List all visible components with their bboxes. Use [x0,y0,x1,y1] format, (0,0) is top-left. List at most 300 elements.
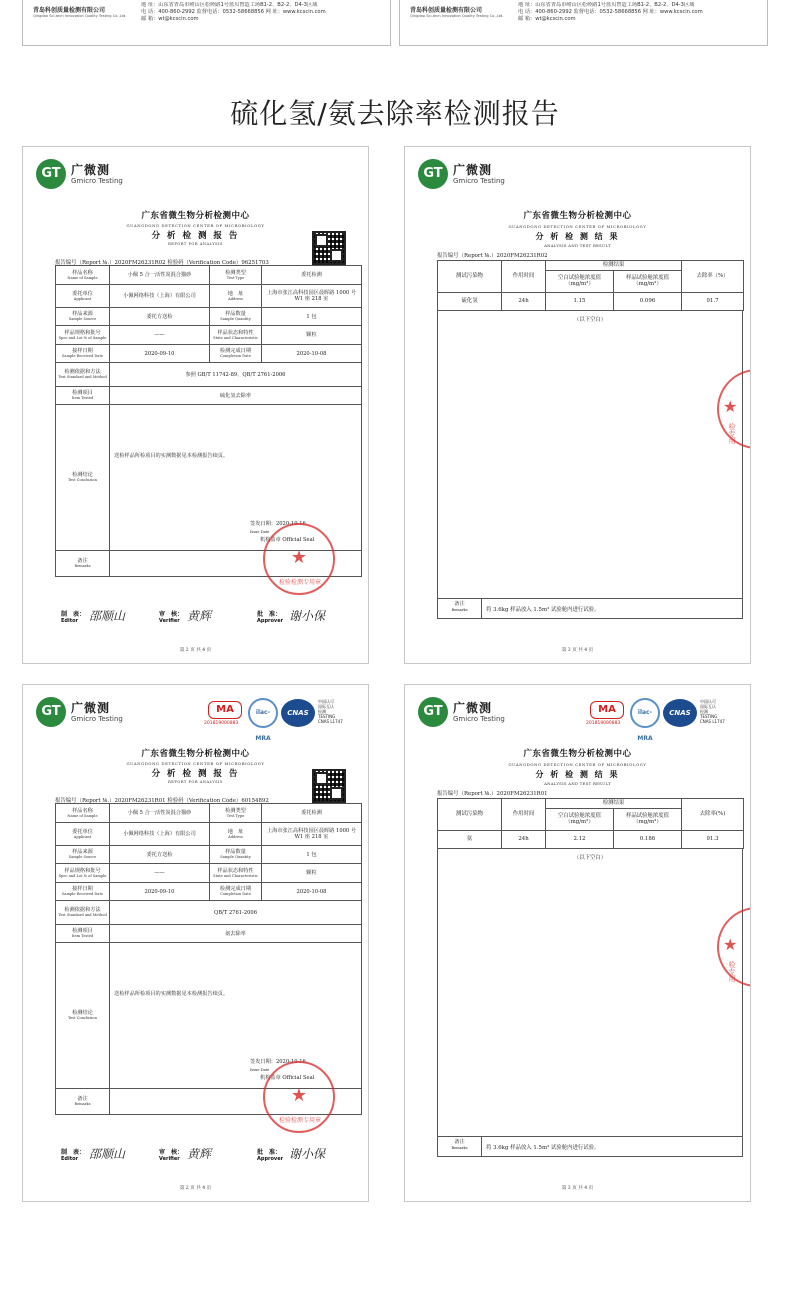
conclusion-cell [110,405,362,551]
field-label-text-en: Sample Source [68,855,97,860]
col-header-blank: 空白试验舱浓度值（mg/m³） [546,270,614,292]
field-label [210,266,262,285]
field-label-text-en: Remarks [74,564,91,569]
company-name: 青岛科创质量检测有限公司 [33,7,106,14]
analysis-report-page [22,146,369,664]
result-title: 分 析 检 测 结 果 [535,769,620,779]
logo-name: 广微测 [71,701,111,715]
seal-text: 检专用 [728,961,736,982]
field-value-text: 小佩 5 合一活性炭混合猫砂 [127,810,192,816]
gt-logo-icon: GT [36,697,66,727]
field-value-text: 颗粒 [306,870,317,876]
cell-sample-value: 0.186 [614,830,682,848]
field-value [262,846,362,864]
field-label-text-en: Name of Sample [67,813,98,818]
field-label [56,823,110,846]
field-label [56,308,110,326]
signature-row [55,607,361,631]
qr-code-icon [312,231,346,265]
field-label-text-en: Spec and Lot № of Sample [58,873,107,878]
table-row [56,345,362,363]
field-value-text: —— [154,870,165,876]
field-value [110,387,362,405]
field-value [262,864,362,883]
analysis-report-page [22,684,369,1202]
field-value [110,901,362,925]
field-value [262,883,362,901]
signature-row [55,1145,361,1169]
report-number: 报告编号（Report №.）2020FM26231R01 检验码（Verification Code）60154892 [55,798,269,804]
gmicro-logo [36,159,123,193]
field-label-text-en: Sample Received Date [61,892,104,897]
table-row [56,326,362,345]
logo-name: 广微测 [71,163,111,177]
remarks-row [437,599,743,619]
field-label-text-en: Test Conclusion [68,1016,97,1021]
field-value [110,925,362,943]
field-label-text-en: Sample Source [68,317,97,322]
col-header-sample: 样品试验舱浓度值（mg/m³） [614,270,682,292]
field-label [210,864,262,883]
field-label-text-en: Test Type [226,813,245,818]
header-row [438,261,744,271]
qr-code-icon [312,769,346,803]
field-label [210,883,262,901]
table-row [56,823,362,846]
result-table [437,260,744,311]
gmicro-logo [418,159,505,193]
field-value-text: 小佩网络科技（上海）有限公司 [123,831,196,837]
field-value-text: 1 包 [306,851,317,858]
field-label-text-en: Address [228,296,243,301]
field-value [110,864,210,883]
field-label-text: 检测项目 [72,928,93,935]
field-label-text-en: Item Tested [71,934,94,939]
report-title: 分 析 检 测 报 告 [151,769,240,779]
remarks-label-en: Remarks [451,1146,468,1150]
table-row [438,830,744,848]
seal-text: 检验检测专用章 [278,579,321,586]
field-label [210,846,262,864]
field-value [110,308,210,326]
header-row [438,799,744,809]
remarks-label-en: Remarks [451,608,468,612]
gt-logo-icon: GT [36,159,66,189]
editor-signature: 邵顺山 [89,609,126,623]
cell-pollutant: 氨 [438,830,502,848]
field-label-text-en: State and Characteristic [213,873,258,878]
table-row [56,266,362,285]
cell-blank-value: 2.12 [546,830,614,848]
verifier-label-cn: 审 核： [159,611,184,618]
field-value [110,345,210,363]
field-value [262,345,362,363]
cell-removal-rate: 91.3 [682,830,744,848]
field-label-text-en: Applicant [73,834,92,839]
remarks-text: 将 3.6kg 样品放入 1.5m³ 试验舱内进行试验。 [486,1145,600,1151]
cnas-text: 中国认可 国际互认 检测 TESTING CNAS L1747 [700,699,725,724]
remarks-label [438,1137,482,1156]
verifier-signature: 黄辉 [187,609,212,623]
company-address: 地 址：山东省青岛市崂山区松岭路1号蓝贝智造工场B1-2、B2-2、D4-3区域 [518,2,695,8]
report-number: 报告编号（Report №.）2020FM26231R02 [437,253,548,259]
col-header-pollutant: 测试污染物 [438,261,502,293]
table-row [56,883,362,901]
field-label [56,804,110,823]
col-header-blank: 空白试验舱浓度值（mg/m³） [546,808,614,830]
field-label-text: 检测完成日期 [219,886,252,893]
field-value [262,266,362,285]
field-label [56,1089,110,1115]
field-value [262,804,362,823]
field-value-text: 颗粒 [306,332,317,338]
field-label-text-en: Sample Received Date [61,354,104,359]
table-row [56,804,362,823]
field-label [56,551,110,577]
cma-mark-icon: MA [208,701,242,719]
field-label [56,363,110,387]
analysis-result-page [404,146,751,664]
field-label [210,285,262,308]
field-label-text-en: Test Conclusion [68,478,97,483]
certification-marks [204,697,354,742]
field-value-text: 上海市张江高科技园区晨晖路 1000 号 W1 座 218 室 [266,290,357,302]
col-header-sample: 样品试验舱浓度值（mg/m³） [614,808,682,830]
org-name: 广东省微生物分析检测中心 [141,749,250,759]
field-label-text: 地 址 [227,828,244,835]
page-number: 第 2 页 共 4 页 [179,1186,212,1191]
field-label [56,405,110,551]
field-label-text-en: Completion Date [220,354,251,359]
field-value-text: 硫化氢去除率 [219,392,252,399]
conclusion-cell [110,943,362,1089]
issue-date: 签发日期：2020-10-16 [250,1059,306,1065]
logo-name-en: Gmicro Testing [71,177,123,185]
table-row [56,901,362,925]
approver-label-en: Approver [257,1156,284,1162]
field-value-text: 参照 GB/T 11742-89、QB/T 2761-2006 [185,371,286,378]
logo-name-en: Gmicro Testing [453,715,505,723]
issue-date-en: Issue Date [250,1068,270,1072]
remarks-text: 将 3.6kg 样品放入 1.5m³ 试验舱内进行试验。 [486,607,600,613]
company-email: 邮 箱：wt@kcscin.com [141,16,199,23]
editor-label-en: Editor [61,618,78,624]
company-phone: 电 话：400-860-2992 监督电话：0532-58668856 网 址：www.kcscin.com [518,9,703,16]
field-value-text: 2020-09-10 [144,888,175,895]
official-seal-stamp [263,1061,335,1133]
company-name-en: Qingdao Sci-tech Innovation Quality Testing Co.,Ltd. [33,14,127,18]
field-label-text: 检测结论 [72,1010,93,1017]
company-contact [518,2,738,24]
table-row [56,308,362,326]
field-label-text: 检测项目 [72,390,93,397]
field-label [210,804,262,823]
field-label-text: 备注 [77,558,88,565]
logo-name-en: Gmicro Testing [453,177,505,185]
logo-name: 广微测 [453,163,493,177]
verifier-label-en: Verifier [159,618,180,624]
field-label-text-en: Test Type [226,275,245,280]
org-name-en: GUANGDONG DETECTION CENTER OF MICROBIOLOGY [508,762,647,767]
result-blank-area [437,310,743,599]
ilac-mra-icon: ilac-MRA [630,698,660,728]
editor-label-cn: 制 表： [61,611,86,618]
col-header-time: 作用时间 [502,799,546,831]
field-label-text-en: Item Tested [71,396,94,401]
gmicro-logo [36,697,123,731]
field-label [56,387,110,405]
result-title-en: ANALYSIS AND TEST RESULT [544,243,611,248]
cell-time: 24h [502,292,546,310]
page-title: 硫化氢/氨去除率检测报告 [230,97,560,130]
field-value [110,823,210,846]
gmicro-logo [418,697,505,731]
field-label [210,823,262,846]
issue-date-en: Issue Date [250,530,270,534]
report-title: 分 析 检 测 报 告 [151,231,240,241]
approver-label-en: Approver [257,618,284,624]
field-value [110,285,210,308]
result-table [437,798,744,849]
report-number: 报告编号（Report №.）2020FM26231R01 [437,791,548,797]
field-label-text: 检测类型 [225,807,246,814]
certification-marks [586,697,736,742]
field-label-text: 接样日期 [72,886,93,893]
col-header-time: 作用时间 [502,261,546,293]
approver-signature: 谢小保 [289,609,326,623]
field-value-text: 2020-10-08 [296,350,327,357]
field-label-text: 检测类型 [225,269,246,276]
org-name-en: GUANGDONG DETECTION CENTER OF MICROBIOLOGY [126,761,265,766]
field-label [210,308,262,326]
field-label [56,345,110,363]
verifier-label [159,609,183,624]
seal-star-icon: ★ [290,547,308,568]
editor-label [61,1147,85,1162]
field-value [262,326,362,345]
col-header-result: 检测结果 [546,261,682,271]
field-label-text: 样品名称 [72,269,93,276]
report-strip-right [399,0,768,46]
gt-logo-icon: GT [418,159,448,189]
company-address: 地 址：山东省青岛市崂山区松岭路1号蓝贝智造工场B1-2、B2-2、D4-3区域 [141,2,318,8]
company-contact [141,2,361,24]
field-label-text: 检测依据和方法 [64,369,101,376]
official-seal-stamp [263,523,335,595]
field-value-text: 委托检测 [301,272,322,278]
page-number: 第 3 页 共 4 页 [561,1186,594,1191]
seal-text: 检专用 [728,423,736,444]
field-label [56,285,110,308]
field-label-text-en: Sample Quantity [220,317,251,322]
cnas-icon: CNAS [663,699,697,727]
col-header-pollutant: 测试污染物 [438,799,502,831]
table-row [56,285,362,308]
field-label [56,901,110,925]
official-seal-label: 机构盖章 Official Seal [260,537,315,543]
approver-label-cn: 批 准： [257,1149,282,1156]
col-header-rate: 去除率（%） [682,261,744,293]
cell-removal-rate: 91.7 [682,292,744,310]
field-label [56,943,110,1089]
remarks-row [437,1137,743,1157]
field-label-text: 委托单位 [72,290,93,297]
field-value-text: 小佩 5 合一活性炭混合猫砂 [127,272,192,278]
field-label-text-en: Address [228,834,243,839]
field-label-text: 备注 [77,1096,88,1103]
field-label-text: 检测完成日期 [219,348,252,355]
org-name: 广东省微生物分析检测中心 [523,749,632,759]
table-row [56,925,362,943]
field-value [262,285,362,308]
cell-blank-value: 1.15 [546,292,614,310]
field-label-text: 样品数量 [225,849,246,856]
official-seal-label: 机构盖章 Official Seal [260,1075,315,1081]
field-value [110,804,210,823]
field-label [56,864,110,883]
verifier-signature: 黄辉 [187,1147,212,1161]
field-label-text: 地 址 [227,290,244,297]
company-name: 青岛科创质量检测有限公司 [410,7,483,14]
cma-mark-icon: MA [590,701,624,719]
org-name-en: GUANGDONG DETECTION CENTER OF MICROBIOLOGY [508,224,647,229]
report-title-en: REPORT FOR ANALYSIS [168,780,223,784]
blank-note: （以下空白） [573,855,607,861]
field-value [110,883,210,901]
field-label-text: 样品状态和特性 [217,867,254,874]
approver-signature: 谢小保 [289,1147,326,1161]
company-name-en: Qingdao Sci-tech Innovation Quality Testing Co.,Ltd. [410,14,504,18]
org-name-en: GUANGDONG DETECTION CENTER OF MICROBIOLOGY [126,223,265,228]
table-row [56,363,362,387]
remarks-label-cn: 备注 [454,601,465,607]
field-value-text: 2020-10-08 [296,888,327,895]
field-label [56,883,110,901]
field-label [56,266,110,285]
result-title-en: ANALYSIS AND TEST RESULT [544,781,611,786]
cma-number: 201819000883 [586,721,621,726]
field-value-text: 小佩网络科技（上海）有限公司 [123,293,196,299]
report-number: 报告编号（Report №.）2020FM26231R02 检验码（Verification Code）96251703 [55,260,269,266]
field-label [56,925,110,943]
field-value-text: 氨去除率 [225,930,246,937]
field-label [210,326,262,345]
field-value [110,266,210,285]
org-name: 广东省微生物分析检测中心 [141,211,250,221]
editor-label-en: Editor [61,1156,78,1162]
remarks-label [438,599,482,618]
field-label-text-en: State and Characteristic [213,335,258,340]
field-label-text: 样品状态和特性 [217,329,254,336]
table-row [56,387,362,405]
field-value-text: 2020-09-10 [144,350,175,357]
col-header-result: 检测结果 [546,799,682,809]
cma-number: 201819000883 [204,721,239,726]
cell-time: 24h [502,830,546,848]
field-label-text-en: Sample Quantity [220,855,251,860]
blank-note: （以下空白） [573,317,607,323]
approver-label [257,1147,283,1162]
field-label-text: 委托单位 [72,828,93,835]
result-blank-area [437,848,743,1137]
issue-date: 签发日期：2020-10-16 [250,521,306,527]
field-label-text: 样品来源 [72,311,93,318]
cnas-text: 中国认可 国际互认 检测 TESTING CNAS L1747 [318,699,343,724]
company-phone: 电 话：400-860-2992 监督电话：0532-58668856 网 址：www.kcscin.com [141,9,326,16]
approver-label [257,609,283,624]
ilac-mra-icon: ilac-MRA [248,698,278,728]
field-value-text: 委托检测 [301,810,322,816]
seal-star-icon: ★ [723,935,738,954]
result-title: 分 析 检 测 结 果 [535,231,620,241]
verifier-label-en: Verifier [159,1156,180,1162]
org-name: 广东省微生物分析检测中心 [523,211,632,221]
table-row [438,292,744,310]
field-label-text: 接样日期 [72,348,93,355]
editor-label-cn: 制 表： [61,1149,86,1156]
field-value-text: 委托方送检 [146,313,173,320]
verifier-label [159,1147,183,1162]
gt-logo-icon: GT [418,697,448,727]
report-strip-left [22,0,391,46]
remarks-label-cn: 备注 [454,1139,465,1145]
seal-star-icon: ★ [290,1085,308,1106]
editor-label [61,609,85,624]
field-label-text-en: Spec and Lot № of Sample [58,335,107,340]
field-label-text: 检测依据和方法 [64,907,101,914]
report-title-en: REPORT FOR ANALYSIS [168,242,223,246]
conclusion-text: 送检样品所检项目的实测数据见本检测报告续页。 [114,453,229,459]
field-value-text: 1 包 [306,313,317,320]
field-label-text: 检测结论 [72,472,93,479]
field-label [56,326,110,345]
page-number: 第 2 页 共 4 页 [179,648,212,653]
field-label-text-en: Test Standard and Method [58,375,107,380]
field-label-text: 样品数量 [225,311,246,318]
field-label-text-en: Applicant [73,296,92,301]
cell-pollutant: 硫化氢 [438,292,502,310]
field-value-text: —— [154,332,165,338]
field-label-text: 样品规格和批号 [64,867,101,874]
field-label-text-en: Completion Date [220,892,251,897]
field-label-text-en: Test Standard and Method [58,913,107,918]
table-row [56,846,362,864]
field-value [110,363,362,387]
field-value [110,326,210,345]
conclusion-text: 送检样品所检项目的实测数据见本检测报告续页。 [114,991,229,997]
field-value-text: 委托方送检 [146,851,173,858]
field-label [56,846,110,864]
table-row [56,864,362,883]
logo-name-en: Gmicro Testing [71,715,123,723]
field-label-text: 样品来源 [72,849,93,856]
field-label-text-en: Remarks [74,1102,91,1107]
field-label [210,345,262,363]
seal-text: 检验检测专用章 [278,1117,321,1124]
cnas-icon: CNAS [281,699,315,727]
field-value [110,846,210,864]
editor-signature: 邵顺山 [89,1147,126,1161]
company-email: 邮 箱：wt@kcscin.com [518,16,576,23]
analysis-result-page [404,684,751,1202]
page-number: 第 3 页 共 4 页 [561,648,594,653]
field-label-text: 样品规格和批号 [64,329,101,336]
seal-star-icon: ★ [723,397,738,416]
field-label-text-en: Name of Sample [67,275,98,280]
verifier-label-cn: 审 核： [159,1149,184,1156]
field-value-text: 上海市张江高科技园区晨晖路 1000 号 W1 座 218 室 [266,828,357,840]
col-header-rate: 去除率(%) [682,799,744,831]
